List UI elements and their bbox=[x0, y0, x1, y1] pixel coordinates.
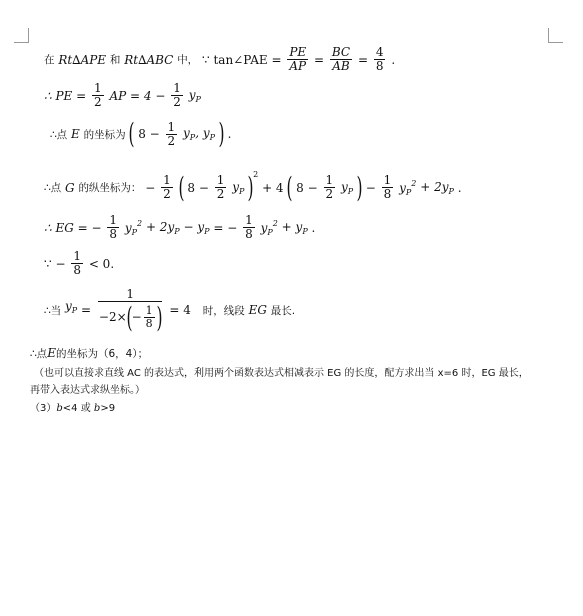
eg-equation: ∴ EG = − bbox=[44, 220, 102, 235]
page-corner-mark-left bbox=[14, 28, 29, 43]
triangle-abc: Rt∆ABC bbox=[124, 52, 174, 67]
line-e-result: ∴点E的坐标为（6，4）； bbox=[30, 346, 149, 360]
line-coefficient-negative: ∵ − $\frac{1}{8}$ < 0. bbox=[44, 249, 115, 277]
line-max-condition: ∴当 $y_P$ = 1 −2×(− $\frac{1}{8}$ ) = 4 时，线段 EG 最长. bbox=[44, 287, 296, 334]
line-tan-ratio: 在 Rt∆APE 和 Rt∆ABC 中， ∵ tan∠PAE = $\frac{PE}{AP}$ = $\frac{BC}{AB}$ = $\frac{4}{8}$ . bbox=[44, 45, 396, 73]
fraction-half-2: $\frac{1}{2}$ bbox=[173, 81, 181, 109]
line-e-coordinates: ∴点 E 的坐标为 ( 8 − $\frac{1}{2}$ $y_P$, $y_P$ ) . bbox=[50, 117, 232, 150]
note-alternative-method-cont: 再带入表达式求纵坐标。） bbox=[30, 385, 145, 396]
fraction-half: $\frac{1}{2}$ bbox=[93, 81, 102, 109]
part-3-answer: （3）b<4 或 b>9 bbox=[30, 403, 116, 414]
pe-equation: ∴ PE = bbox=[44, 88, 87, 103]
point-e: E bbox=[71, 127, 80, 141]
text-prefix: 在 bbox=[44, 54, 55, 66]
tan-expression: ∵ tan∠PAE = bbox=[202, 52, 282, 67]
fraction-bc-ab: $\frac{BC}{AB}$ bbox=[331, 45, 351, 73]
triangle-ape: Rt∆APE bbox=[58, 52, 107, 67]
line-g-ordinate: ∴点 G 的纵坐标为： − $\frac{1}{2}$ ( 8 − $\frac{1}{2}$ $y_P$ )$^2$ + 4 ( 8 − $\frac{1}{2}$ $y_P$ ) − $\frac{1}{8}$ $y_P^2 + 2y_P$ . bbox=[44, 170, 462, 204]
fraction-pe-ap: $\frac{PE}{AP}$ bbox=[289, 45, 307, 73]
ap-expression: AP = 4 − bbox=[109, 88, 166, 103]
segment-eg: EG bbox=[248, 303, 267, 317]
line-pe-value bbox=[44, 82, 201, 109]
point-g: G bbox=[65, 180, 75, 195]
text-and: 和 bbox=[109, 54, 121, 66]
note-alternative-method: （也可以直接求直线 AC 的表达式，利用两个函数表达式相减表示 EG 的长度，配方求出当 x=6 时，EG 最长， bbox=[34, 368, 529, 379]
y-p: $y_P$ bbox=[188, 87, 201, 104]
fraction-vertex: 1 −2×(− $\frac{1}{8}$ ) bbox=[98, 287, 163, 334]
line-eg-expression: ∴ EG = − $\frac{1}{8}$ $y_P^2 + 2y_P - y_P$ = − $\frac{1}{8}$ $y_P^2 + y_P$ . bbox=[44, 213, 316, 241]
fraction-4-8: $\frac{4}{8}$ bbox=[375, 45, 384, 73]
page-corner-mark-right bbox=[548, 28, 563, 43]
text-middle: 中， bbox=[177, 54, 199, 66]
